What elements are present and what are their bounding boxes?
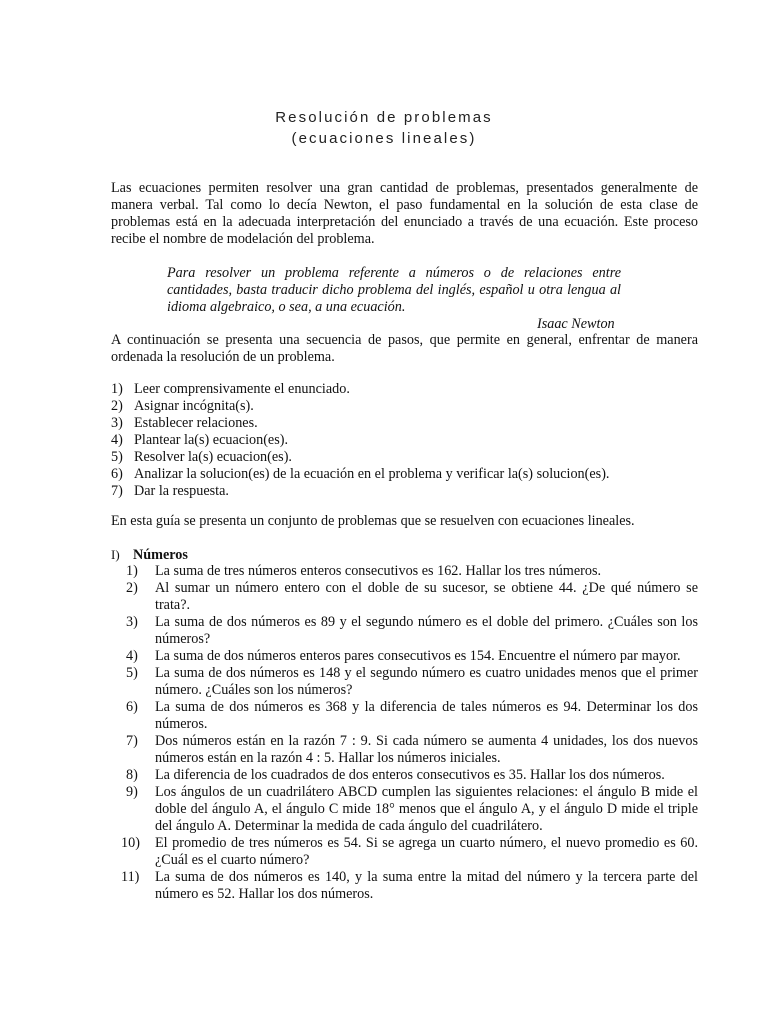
section-title: Números [133,547,188,563]
steps-list [111,381,711,500]
newton-quote: Para resolver un problema referente a números o de relaciones entre cantidades, basta traducir dicho problema del inglés, español u otra lengua al idioma algebraico, o sea, a una ecuación. [167,265,621,315]
problem-item [126,580,698,614]
problem-text: Dos números están en la razón 7 : 9. Si cada número se aumenta 4 unidades, los dos nuevos números están en la razón 4 : 5. Hallar los números iniciales. [155,733,698,766]
problem-number: 9) [126,784,138,800]
step-item [111,466,711,483]
steps-lead-paragraph: A continuación se presenta una secuencia de pasos, que permite en general, enfrentar de manera ordenada la resolución de un problema. [111,332,698,365]
problem-item [126,699,698,733]
step-item [111,398,711,415]
step-text: Resolver la(s) ecuacion(es). [134,449,292,465]
step-text: Establecer relaciones. [134,415,258,431]
problem-text: La suma de tres números enteros consecutivos es 162. Hallar los tres números. [155,563,602,579]
problem-number: 6) [126,699,138,715]
problem-item [126,648,698,665]
problem-number: 1) [126,563,138,579]
problem-number: 2) [126,580,138,596]
problem-item [126,563,698,580]
problem-number: 10) [121,835,140,851]
step-item [111,449,711,466]
step-item [111,483,711,500]
page-title [0,107,768,149]
problem-number: 3) [126,614,138,630]
problem-item [126,733,698,767]
problem-number: 8) [126,767,138,783]
problem-text: La suma de dos números es 140, y la suma entre la mitad del número y la tercera parte del número es 52. Hallar los dos números. [155,869,698,902]
problem-item [126,784,698,835]
guide-paragraph: En esta guía se presenta un conjunto de problemas que se resuelven con ecuaciones lineales. [111,513,635,529]
step-number: 3) [111,415,123,431]
problem-item [126,665,698,699]
problem-number: 7) [126,733,138,749]
step-item [111,415,711,432]
problem-text: La suma de dos números enteros pares consecutivos es 154. Encuentre el número par mayor. [155,648,681,664]
step-item [111,381,711,398]
step-number: 1) [111,381,123,397]
section-heading [111,546,188,564]
step-number: 7) [111,483,123,499]
problem-item [126,614,698,648]
problem-item [126,767,698,784]
problem-text: La suma de dos números es 368 y la diferencia de tales números es 94. Determinar los dos números. [155,699,698,732]
section-number: I) [111,547,120,562]
problem-item [121,835,698,869]
step-text: Analizar la solucion(es) de la ecuación en el problema y verificar la(s) solucion(es). [134,466,610,482]
problem-text: Al sumar un número entero con el doble de su sucesor, se obtiene 44. ¿De qué número se trata?. [155,580,698,613]
step-text: Asignar incógnita(s). [134,398,254,414]
problem-item [121,869,698,903]
problem-number: 4) [126,648,138,664]
intro-paragraph: Las ecuaciones permiten resolver una gran cantidad de problemas, presentados generalmente de manera verbal. Tal como lo decía Newton, el paso fundamental en la solución de esta clase de problemas está en la adecuada interpretación del enunciado a través de una ecuación. Este proceso recibe el nombre de modelación del problema. [111,180,698,247]
step-number: 2) [111,398,123,414]
step-text: Plantear la(s) ecuacion(es). [134,432,289,448]
step-number: 4) [111,432,123,448]
problem-text: La suma de dos números es 89 y el segundo número es el doble del primero. ¿Cuáles son los números? [155,614,698,647]
problem-text: La suma de dos números es 148 y el segundo número es cuatro unidades menos que el primer número. ¿Cuáles son los números? [155,665,698,698]
step-number: 5) [111,449,123,465]
problems-list [121,563,698,903]
step-number: 6) [111,466,123,482]
step-text: Dar la respuesta. [134,483,229,499]
title-line-2: (ecuaciones lineales) [291,130,477,147]
problem-text: La diferencia de los cuadrados de dos enteros consecutivos es 35. Hallar los dos números. [155,767,665,783]
problem-number: 11) [121,869,140,885]
problem-text: El promedio de tres números es 54. Si se agrega un cuarto número, el nuevo promedio es 60. ¿Cuál es el cuarto número? [155,835,698,868]
problem-number: 5) [126,665,138,681]
step-item [111,432,711,449]
quote-author: Isaac Newton [537,316,615,332]
step-text: Leer comprensivamente el enunciado. [134,381,350,397]
title-line-1: Resolución de problemas [275,109,493,126]
problem-text: Los ángulos de un cuadrilátero ABCD cumplen las siguientes relaciones: el ángulo B mide el doble del ángulo A, el ángulo C mide 18° menos que el ángulo A, y el ángulo D mide el triple del ángulo A. Determinar la medida de cada ángulo del cuadrilátero. [155,784,698,834]
